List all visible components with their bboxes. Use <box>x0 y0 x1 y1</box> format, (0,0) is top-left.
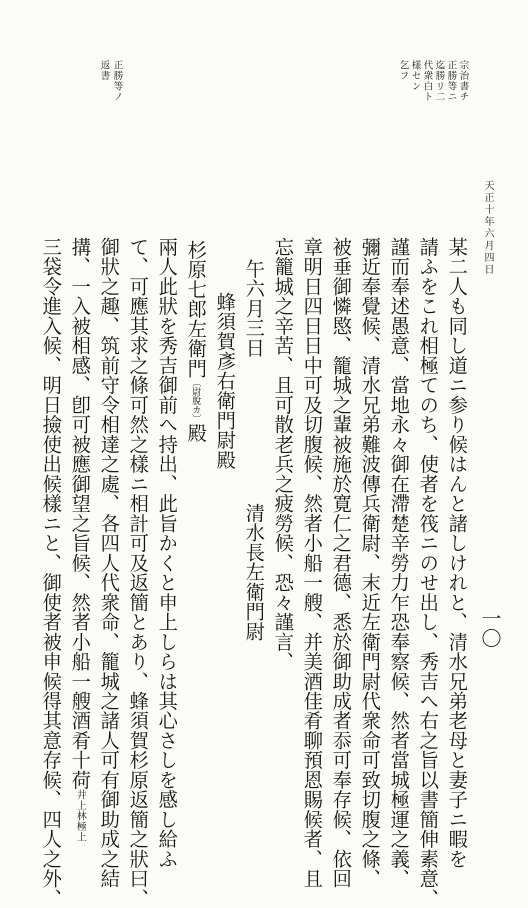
text-column: 某二人も同し道ニ参り候はんと諸しけれと、清水兄弟老母と妻子ニ暇を <box>445 237 469 869</box>
text-column: 兩人此狀を秀吉御前へ持出、此旨かくと申上しらは其心さしを感し給ふ <box>155 237 179 869</box>
margin-note: 返書 <box>98 60 110 81</box>
text-column: 章明日四日日中可及切腹候、然者小船一艘、并美酒佳肴聊預恩賜候者、且 <box>300 237 324 889</box>
addressee <box>184 240 208 443</box>
honorific: 殿 <box>184 423 208 443</box>
date-heading: 天正十年六月四日 <box>482 180 493 276</box>
margin-note: 正勝等ノ <box>111 60 123 102</box>
text-column: 請ふをこれ相極てのち、使者を筏ニのせ出し、秀吉へ右之旨以書簡伸素意、 <box>416 237 440 908</box>
text-column: 彌近奉覺候、清水兄弟難波傳兵衛尉、末近左衛門尉代衆命可致切腹之條、 <box>358 237 382 889</box>
annotation: 〔尉脫カ〕 <box>190 378 201 424</box>
margin-note: 正勝等ニ <box>445 60 457 102</box>
margin-note: 宗治書チ <box>457 60 469 102</box>
text-column: 三袋令進入候、明日撿使出候樣ニと、御使者被申候得其意存候、四人之外、 <box>39 237 63 908</box>
addressee-name: 杉原七郎左衛門 <box>184 240 208 379</box>
text-column: 謹而奉述愚意、當地永々御在滯楚辛勞力乍恐奉察候、然者當城極運之義、 <box>387 237 411 889</box>
text-run: 搆、一入被相感、卽可被應御望之旨候、然者小船一艘酒肴十荷 <box>68 237 92 790</box>
text-column: 忘籠城之辛苦、且可散老兵之疲勞候、恐々謹言、 <box>271 237 295 672</box>
margin-note: 乞フ <box>397 60 409 81</box>
margin-note: 代衆白ト <box>421 60 433 102</box>
text-column: て、可應其求之條可然之樣ニ相計可及返簡とあり、蜂須賀杉原返簡之狀曰、 <box>126 237 150 908</box>
margin-note: 様セン <box>409 60 421 92</box>
margin-note: 迄勝リ二 <box>433 60 445 102</box>
text-column: 御狀之趣、筑前守令相達之處、各四人代衆命、籠城之諸人可有御助成之結 <box>97 237 121 889</box>
text-column <box>68 237 92 842</box>
signer-name: 清水長左衛門尉 <box>242 503 266 642</box>
addressee: 蜂須賀彥右衛門尉殿 <box>213 292 237 470</box>
annotation: 井上林極上 <box>74 789 86 842</box>
text-column: 被垂御憐愍、籠城之輩被施於寛仁之君德、悉於御助成者忝可奉存候、依回 <box>329 237 353 889</box>
letter-date: 午六月三日 <box>242 259 266 358</box>
page-number: 一〇 <box>478 608 502 648</box>
